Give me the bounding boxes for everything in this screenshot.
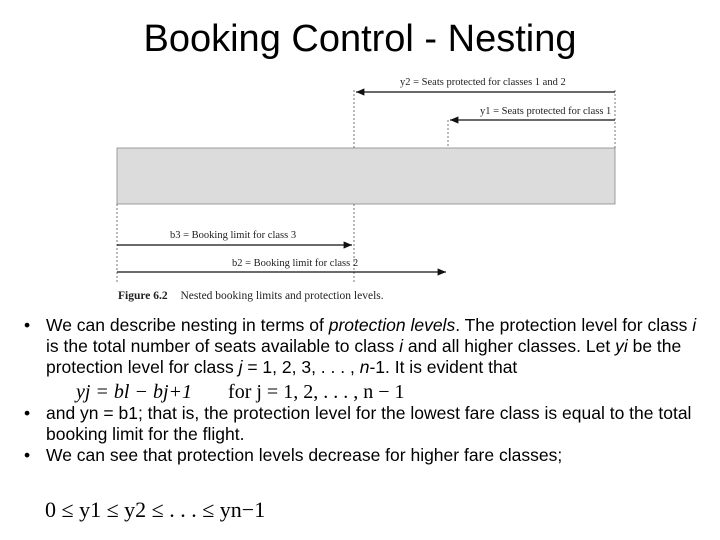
bullet-item: • We can describe nesting in terms of protection levels. The protection level for class i is the total number of seats available to class i and all higher classes. Let yi be the protection level for class j = 1, 2, 3, . . . , n-1. It is evident that yj = bl − bj+1 for j = 1, 2, . . . , n − 1 xyxy=(24,315,697,403)
slide-title: Booking Control - Nesting xyxy=(143,18,577,60)
b3-label: b3 = Booking limit for class 3 xyxy=(170,230,297,241)
caption-text: Nested booking limits and protection levels. xyxy=(180,290,384,302)
bullet-item: • We can see that protection levels decrease for higher fare classes; xyxy=(24,445,563,465)
capacity-band xyxy=(117,148,615,204)
inequality-formula: 0 ≤ y1 ≤ y2 ≤ . . . ≤ yn−1 xyxy=(45,497,266,522)
y1-label: y1 = Seats protected for class 1 xyxy=(480,106,612,117)
bullet-item: • and yn = b1; that is, the protection level for the lowest fare class is equal to the total booking limit for the flight. xyxy=(24,403,692,444)
bullet-list xyxy=(20,315,710,466)
figure-caption xyxy=(118,290,384,302)
caption-number: Figure 6.2 xyxy=(118,290,168,302)
b2-label: b2 = Booking limit for class 2 xyxy=(232,258,359,269)
protection-formula: yj = bl − bj+1 for j = 1, 2, . . . , n − 1 xyxy=(76,381,405,403)
y2-label: y2 = Seats protected for classes 1 and 2 xyxy=(400,77,566,88)
